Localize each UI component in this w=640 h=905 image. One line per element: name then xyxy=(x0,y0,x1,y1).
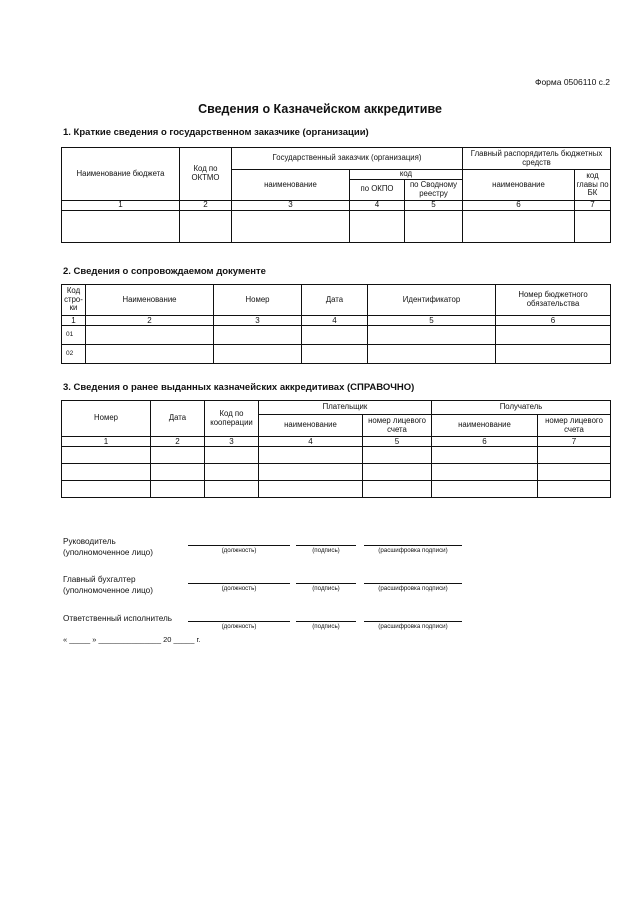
cell-okpo[interactable] xyxy=(350,210,405,242)
header-payer-account: номер лицевого счета xyxy=(363,415,432,437)
cell[interactable] xyxy=(538,481,611,498)
col-number: 5 xyxy=(363,437,432,447)
header-manager-name: наименование xyxy=(463,170,575,201)
header-recipient: Получатель xyxy=(432,401,611,415)
head-label: Руководитель xyxy=(63,537,116,546)
caption-position: (должность) xyxy=(221,585,257,592)
cell[interactable] xyxy=(259,481,363,498)
cell[interactable] xyxy=(432,464,538,481)
cell-identifier[interactable] xyxy=(368,326,496,345)
header-registry: по Сводному реестру xyxy=(405,179,463,200)
cell[interactable] xyxy=(205,447,259,464)
header-okpo: по ОКПО xyxy=(350,179,405,200)
section2-table xyxy=(61,284,611,364)
header-coop-code: Код по кооперации xyxy=(205,401,259,437)
cell-doc-name[interactable] xyxy=(86,326,214,345)
cell[interactable] xyxy=(205,464,259,481)
cell-doc-date[interactable] xyxy=(302,326,368,345)
header-doc-name: Наименование xyxy=(86,285,214,316)
chief-signature-line[interactable] xyxy=(296,583,356,584)
cell[interactable] xyxy=(151,464,205,481)
chief-accountant-signature-label xyxy=(63,574,153,596)
section1-title: 1. Краткие сведения о государственном заказчике (организации) xyxy=(63,127,369,138)
col-number: 2 xyxy=(151,437,205,447)
cell[interactable] xyxy=(151,447,205,464)
page-title: Сведения о Казначейском аккредитиве xyxy=(198,102,442,116)
cell-doc-name[interactable] xyxy=(86,345,214,364)
cell[interactable] xyxy=(62,464,151,481)
col-number: 4 xyxy=(259,437,363,447)
col-number: 4 xyxy=(350,200,405,210)
cell[interactable] xyxy=(363,481,432,498)
table-row xyxy=(62,464,611,481)
caption-decoding: (расшифровка подписи) xyxy=(378,623,448,630)
table-row xyxy=(62,210,611,242)
col-number: 1 xyxy=(62,316,86,326)
col-number: 2 xyxy=(86,316,214,326)
caption-decoding: (расшифровка подписи) xyxy=(378,585,448,592)
header-obligation: Номер бюджетного обязательства xyxy=(496,285,611,316)
col-number: 7 xyxy=(538,437,611,447)
header-recipient-name: наименование xyxy=(432,415,538,437)
cell-registry[interactable] xyxy=(405,210,463,242)
col-number: 6 xyxy=(432,437,538,447)
head-signature-line[interactable] xyxy=(296,545,356,546)
cell[interactable] xyxy=(62,481,151,498)
col-number: 5 xyxy=(405,200,463,210)
header-doc-date: Дата xyxy=(302,285,368,316)
cell-customer-name[interactable] xyxy=(232,210,350,242)
caption-signature: (подпись) xyxy=(312,623,340,630)
cell-doc-number[interactable] xyxy=(214,345,302,364)
section2-title: 2. Сведения о сопровождаемом документе xyxy=(63,266,266,277)
col-number: 1 xyxy=(62,200,180,210)
header-main-manager: Главный распорядитель бюджетных средств xyxy=(463,148,611,170)
header-chapter-code: код главы по БК xyxy=(575,170,611,201)
table-row xyxy=(62,481,611,498)
caption-signature: (подпись) xyxy=(312,585,340,592)
header-acc-number: Номер xyxy=(62,401,151,437)
cell[interactable] xyxy=(205,481,259,498)
col-number: 6 xyxy=(463,200,575,210)
chief-accountant-label: Главный бухгалтер xyxy=(63,575,136,584)
cell-manager-name[interactable] xyxy=(463,210,575,242)
head-label-sub: (уполномоченное лицо) xyxy=(63,548,153,557)
header-identifier: Идентификатор xyxy=(368,285,496,316)
cell[interactable] xyxy=(151,481,205,498)
cell[interactable] xyxy=(432,447,538,464)
cell[interactable] xyxy=(538,447,611,464)
table-row xyxy=(62,447,611,464)
cell[interactable] xyxy=(538,464,611,481)
col-number: 3 xyxy=(214,316,302,326)
cell-oktmo[interactable] xyxy=(180,210,232,242)
head-signature-label xyxy=(63,536,153,558)
header-payer: Плательщик xyxy=(259,401,432,415)
col-number: 5 xyxy=(368,316,496,326)
cell-chapter-code[interactable] xyxy=(575,210,611,242)
chief-accountant-label-sub: (уполномоченное лицо) xyxy=(63,586,153,595)
caption-position: (должность) xyxy=(221,623,257,630)
section1-table xyxy=(61,147,611,243)
responsible-decoding-line[interactable] xyxy=(364,621,462,622)
cell-doc-number[interactable] xyxy=(214,326,302,345)
cell[interactable] xyxy=(363,464,432,481)
row-code: 02 xyxy=(62,345,86,364)
col-number: 3 xyxy=(205,437,259,447)
cell-obligation[interactable] xyxy=(496,326,611,345)
date-field[interactable]: « _____ » _______________ 20 _____ г. xyxy=(63,635,201,644)
cell[interactable] xyxy=(62,447,151,464)
header-row-code: Код стро-ки xyxy=(62,285,86,316)
cell[interactable] xyxy=(363,447,432,464)
col-number: 4 xyxy=(302,316,368,326)
header-customer: Государственный заказчик (организация) xyxy=(232,148,463,170)
header-budget-name: Наименование бюджета xyxy=(62,148,180,201)
header-customer-name: наименование xyxy=(232,170,350,201)
cell-budget-name[interactable] xyxy=(62,210,180,242)
head-position-line[interactable] xyxy=(188,545,290,546)
header-doc-number: Номер xyxy=(214,285,302,316)
table-row xyxy=(62,326,611,345)
table-row xyxy=(62,345,611,364)
col-number: 7 xyxy=(575,200,611,210)
cell-identifier[interactable] xyxy=(368,345,496,364)
row-code: 01 xyxy=(62,326,86,345)
cell-obligation[interactable] xyxy=(496,345,611,364)
cell[interactable] xyxy=(432,481,538,498)
form-number: Форма 0506110 с.2 xyxy=(534,77,610,87)
col-number: 2 xyxy=(180,200,232,210)
col-number: 1 xyxy=(62,437,151,447)
header-recipient-account: номер лицевого счета xyxy=(538,415,611,437)
head-decoding-line[interactable] xyxy=(364,545,462,546)
header-oktmo: Код по ОКТМО xyxy=(180,148,232,201)
caption-position: (должность) xyxy=(221,547,257,554)
cell[interactable] xyxy=(259,447,363,464)
chief-position-line[interactable] xyxy=(188,583,290,584)
col-number: 6 xyxy=(496,316,611,326)
responsible-signature-line[interactable] xyxy=(296,621,356,622)
col-number: 3 xyxy=(232,200,350,210)
caption-decoding: (расшифровка подписи) xyxy=(378,547,448,554)
responsible-executor-label: Ответственный исполнитель xyxy=(63,614,173,623)
chief-decoding-line[interactable] xyxy=(364,583,462,584)
section3-title: 3. Сведения о ранее выданных казначейских аккредитивах (СПРАВОЧНО) xyxy=(63,382,415,393)
header-acc-date: Дата xyxy=(151,401,205,437)
section3-table xyxy=(61,400,611,498)
responsible-position-line[interactable] xyxy=(188,621,290,622)
cell-doc-date[interactable] xyxy=(302,345,368,364)
header-code: код xyxy=(350,170,463,180)
header-payer-name: наименование xyxy=(259,415,363,437)
cell[interactable] xyxy=(259,464,363,481)
caption-signature: (подпись) xyxy=(312,547,340,554)
